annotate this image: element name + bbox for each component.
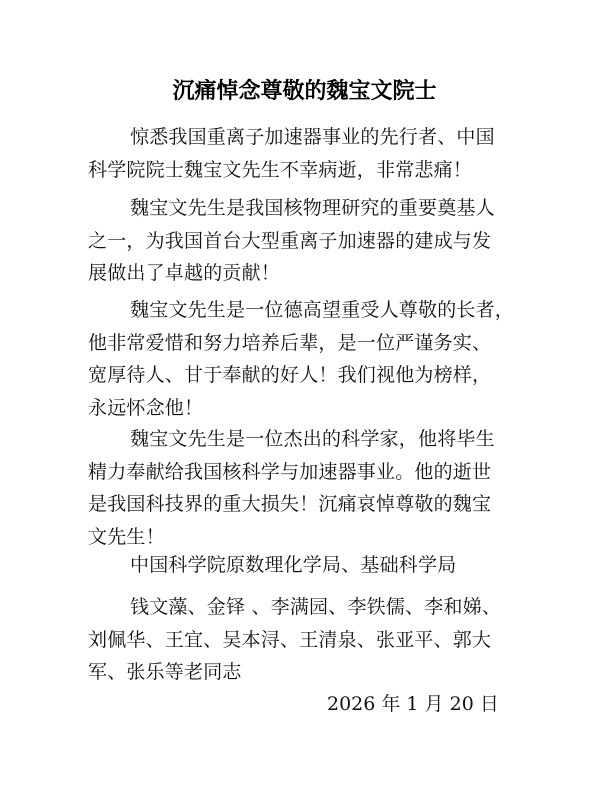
paragraph-line: 魏宝文先生是我国核物理研究的重要奠基人 xyxy=(130,197,495,219)
paragraph-line: 之一，为我国首台大型重离子加速器的建成与发 xyxy=(88,229,492,252)
signature-people xyxy=(88,591,538,689)
paragraph-line: 魏宝文先生是一位德高望重受人尊敬的长者， xyxy=(130,299,515,321)
page-title: 沉痛悼念尊敬的魏宝文院士 xyxy=(172,79,437,104)
paragraph-4 xyxy=(88,423,538,553)
signature-organization xyxy=(88,549,538,582)
paragraph-line: 惊悉我国重离子加速器事业的先行者、中国 xyxy=(130,126,495,148)
people-line: 刘佩华、王宜、吴本浔、王清泉、张亚平、郭大 xyxy=(88,628,492,651)
paragraph-2 xyxy=(88,192,538,290)
paragraph-line: 展做出了卓越的贡献！ xyxy=(88,262,281,284)
paragraph-3 xyxy=(88,294,538,424)
paragraph-line: 他非常爱惜和努力培养后辈，是一位严谨务实、 xyxy=(88,331,492,354)
paragraph-1 xyxy=(88,121,538,186)
people-line: 钱文藻、金铎 、李满园、李铁儒、李和娣、 xyxy=(130,596,502,618)
paragraph-line: 宽厚待人、甘于奉献的好人！我们视他为榜样， xyxy=(88,364,492,386)
paragraph-line: 魏宝文先生是一位杰出的科学家，他将毕生 xyxy=(130,428,495,450)
paragraph-line: 精力奉献给我国核科学与加速器事业。他的逝世 xyxy=(88,460,492,483)
organization-line: 中国科学院原数理化学局、基础科学局 xyxy=(130,554,457,576)
paragraph-line: 是我国科技界的重大损失！沉痛哀悼尊敬的魏宝 xyxy=(88,493,492,515)
paragraph-line: 文先生！ xyxy=(88,525,165,548)
paragraph-line: 永远怀念他！ xyxy=(88,396,204,419)
letter-date: 2026 年 1 月 20 日 xyxy=(327,693,499,715)
paragraph-line: 科学院院士魏宝文先生不幸病逝，非常悲痛！ xyxy=(88,158,473,181)
people-line: 军、张乐等老同志 xyxy=(88,661,242,683)
